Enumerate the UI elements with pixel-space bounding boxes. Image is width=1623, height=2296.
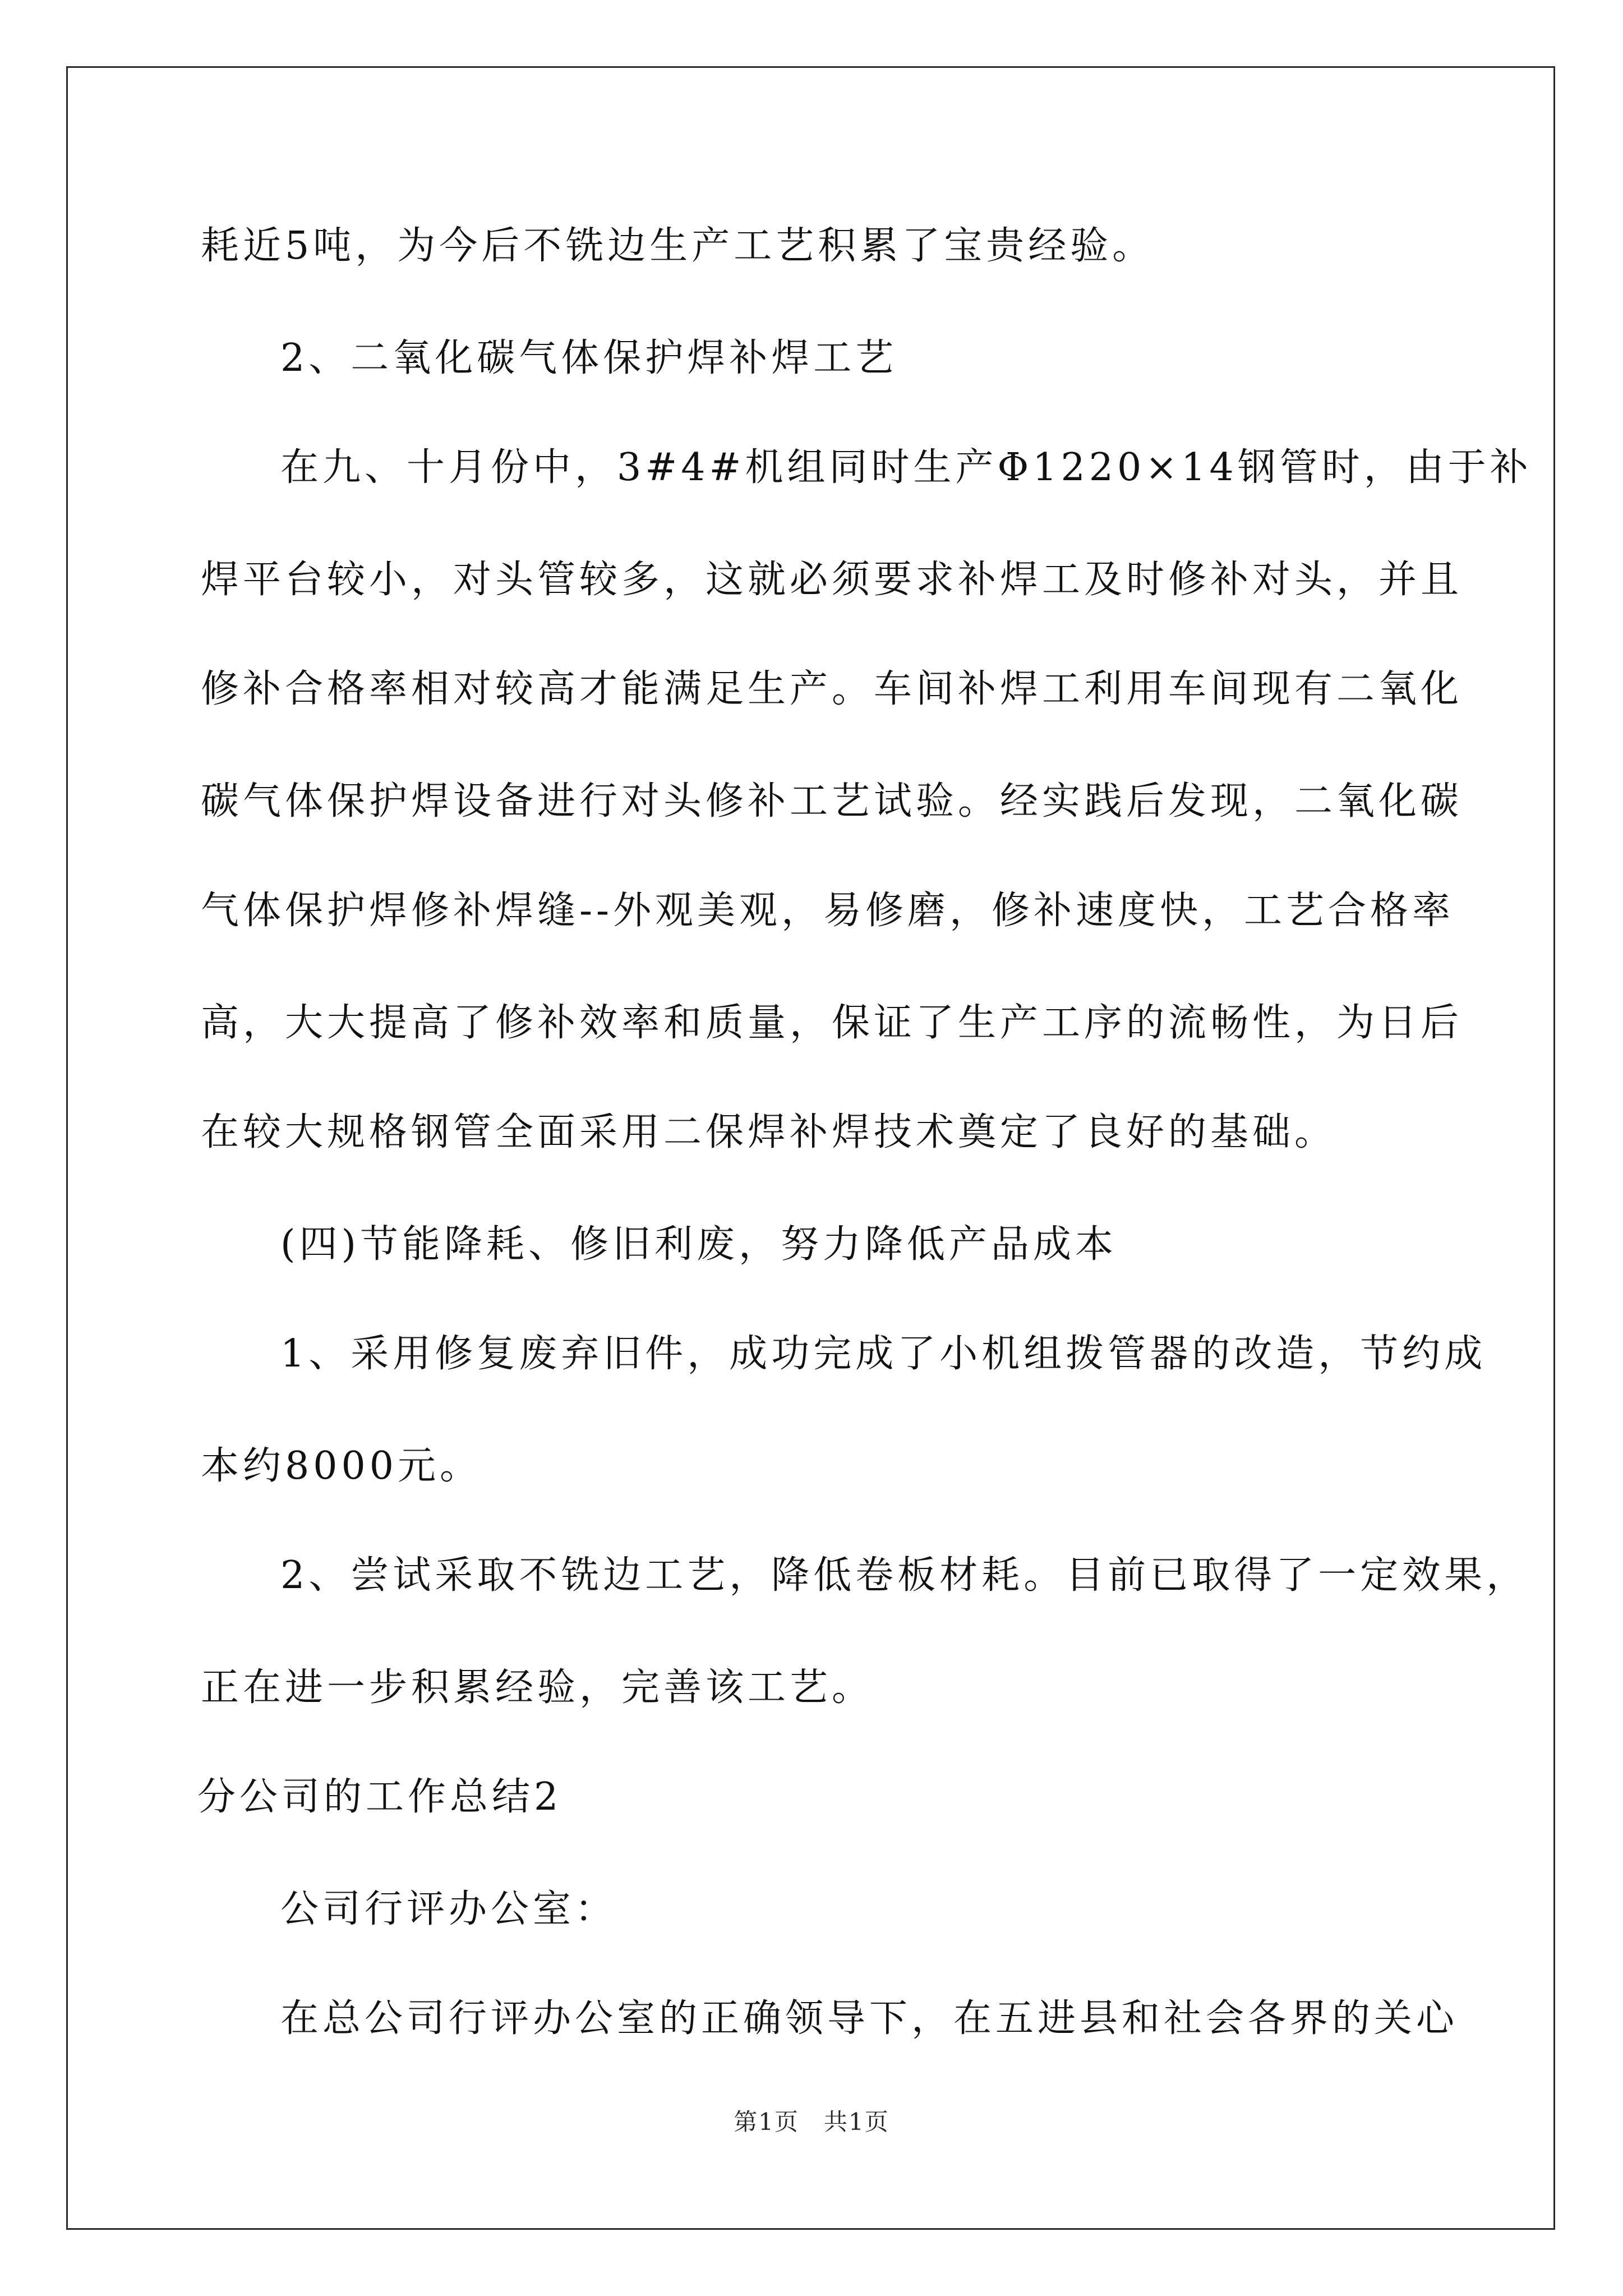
paragraph-first-line: 1、采用修复废弃旧件，成功完成了小机组拨管器的改造，节约成 [280,1332,1487,1376]
body-line: 焊平台较小，对头管较多，这就必须要求补焊工及时修补对头，并且 [201,558,1463,602]
paragraph-first-line: 在总公司行评办公室的正确领导下，在五进县和社会各界的关心 [280,1996,1459,2041]
body-line: 耗近5吨，为今后不铣边生产工艺积累了宝贵经验。 [201,224,1155,268]
body-line: 本约8000元。 [201,1444,482,1488]
body-line: 在较大规格钢管全面采用二保焊补焊技术奠定了良好的基础。 [201,1110,1337,1154]
paragraph-first-line: 在九、十月份中，3#4#机组同时生产Φ1220×14钢管时，由于补 [280,445,1532,490]
body-line: 气体保护焊修补焊缝--外观美观，易修磨，修补速度快，工艺合格率 [201,889,1454,933]
section-heading: 2、二氧化碳气体保护焊补焊工艺 [280,336,898,380]
body-line: 正在进一步积累经验，完善该工艺。 [201,1665,874,1710]
body-line: 修补合格率相对较高才能满足生产。车间补焊工利用车间现有二氧化 [201,667,1463,711]
body-line: 碳气体保护焊设备进行对头修补工艺试验。经实践后发现，二氧化碳 [201,779,1463,823]
document-title: 分公司的工作总结2 [197,1775,562,1819]
paragraph-first-line: 2、尝试采取不铣边工艺，降低卷板材耗。目前已取得了一定效果， [280,1553,1529,1598]
page-number-footer: 第1页 共1页 [734,2108,889,2136]
salutation: 公司行评办公室： [280,1887,617,1931]
section-heading: (四)节能降耗、修旧利废，努力降低产品成本 [280,1222,1118,1267]
body-line: 高，大大提高了修补效率和质量，保证了生产工序的流畅性，为日后 [201,1001,1463,1045]
